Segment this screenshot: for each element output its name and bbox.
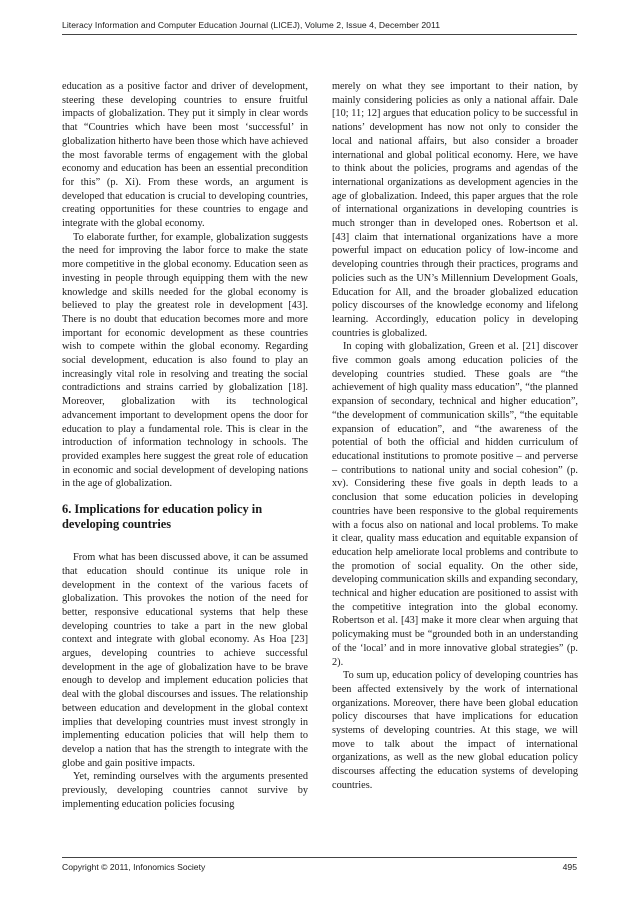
paragraph: To elaborate further, for example, globalization suggests the need for improving the labor force to make the state more competitive in the global economy. Education seen as investing in people through equipping them with the new knowledge and skills needed for the global economy is believed to play the greatest role in development [43]. There is no doubt that education becomes more and more important for economic development as these countries wish to compete within the global economy. Regarding social development, education is also found to play an increasingly vital role in resolving and treating the social contradictions and strains carried by globalization [18]. Moreover, globalization with its technological advancement important to development opens the door for education to play a fundamental role. This is clear in the introduction of information technology in schools. The provided examples here suggest the great role of education in economic and social development of developing nations in the age of globalization.	[62, 231, 308, 490]
journal-title: Literacy Information and Computer Education Journal (LICEJ), Volume 2, Issue 4, December 2011	[62, 20, 441, 30]
paragraph: Yet, reminding ourselves with the arguments presented previously, developing countries cannot survive by implementing education policies focusing	[62, 771, 308, 810]
paragraph: merely on what they see important to their nation, by mainly considering policies as only a national affair. Dale [10; 11; 12] argues that education policy to be successful in nations’ development has now not only to consider the local and national affairs, but also consider a broader international and global political economy. Here, we have to think about the policies, programs and agendas of the international organizations as development agencies in the age of globalization. Indeed, this paper argues that the role of international organizations in developing countries is much stronger than in developed ones. Robertson et al. [43] claim that international organizations have a more powerful impact on education policy of low-income and developing countries through their practices, programs and policies such as the UN’s Millennium Development Goals, Education for All, and the broader globalized education policy discourses of the knowledge economy and lifelong learning. Accordingly, education policy in developing countries is globalized.	[332, 81, 578, 339]
section-heading: 6. Implications for education policy in developing countries	[62, 502, 263, 532]
page-footer	[62, 857, 577, 872]
paragraph: education as a positive factor and driver of development, steering these developing countries to ensure fruitful impacts of globalization. They put it simply in clear words that “Countries which have been most ‘successful’ in globalization hitherto have been those which have achieved the most favorable terms of engagement with the global economy and education has been an essential precondition for this” (p. Xi). From these words, an argument is developed that education is crucial to developing countries, creating opportunities for these countries to engage and integrate with the global economy.	[62, 81, 308, 230]
page-number: 495	[562, 862, 577, 872]
copyright-notice: Copyright © 2011, Infonomics Society	[62, 862, 206, 872]
left-column	[62, 80, 308, 811]
right-column	[332, 80, 578, 793]
paragraph: From what has been discussed above, it can be assumed that education should continue its unique role in development in the context of the various facets of globalization. This provokes the notion of the need for better, responsive educational systems that help these developing countries to take a part in the new global context and integrate with global economy. As Hoa [23] argues, developing countries to achieve successful development in the age of globalization have to be brave enough to develop and implement education policies that deal with the global discourses and issues. The relationship between education and development in the global context implies that developing countries must invest strongly in implementing education policies that will help them to develop a nation that has the strength to integrate with the globe and gain positive impacts.	[62, 552, 308, 769]
paragraph: To sum up, education policy of developing countries has been affected extensively by the work of international organizations. Moreover, there have been global education policy discourses that have implications for education systems of developing countries. At this stage, we will move to talk about the impact of international organizations, as well as the new global education policy discourses affecting the education systems of developing countries.	[332, 670, 578, 791]
running-header	[62, 20, 577, 35]
paragraph: In coping with globalization, Green et al. [21] discover five common goals among education policies of the developing countries studied. These goals are “the achievement of high quality mass education”, “the planned expansion of secondary, technical and higher education”, “the development of communication skills”, “the equitable expansion of education”, and “the awareness of the potential of both the official and hidden curriculum of educational institutions to promote positive – and perverse – contributions to national unity and social cohesion” (p. xv). Considering these five goals in depth leads to a conclusion that some education policies in developing countries have been responsive to the global requirements with a focus also on national and local problems. To make it clear, quality mass education and equitable expansion of education help ameliorate local problems and contribute to the promotion of social equality. On the other side, developing communication skills and expanding secondary, technical and higher education are positioned to assist with the competitive integration into the global economy. Robertson et al. [43] make it more clear when arguing that policymaking must be “grounded both in an understanding of the ‘local’ and in more innovative global strategies” (p. 2).	[332, 341, 578, 668]
